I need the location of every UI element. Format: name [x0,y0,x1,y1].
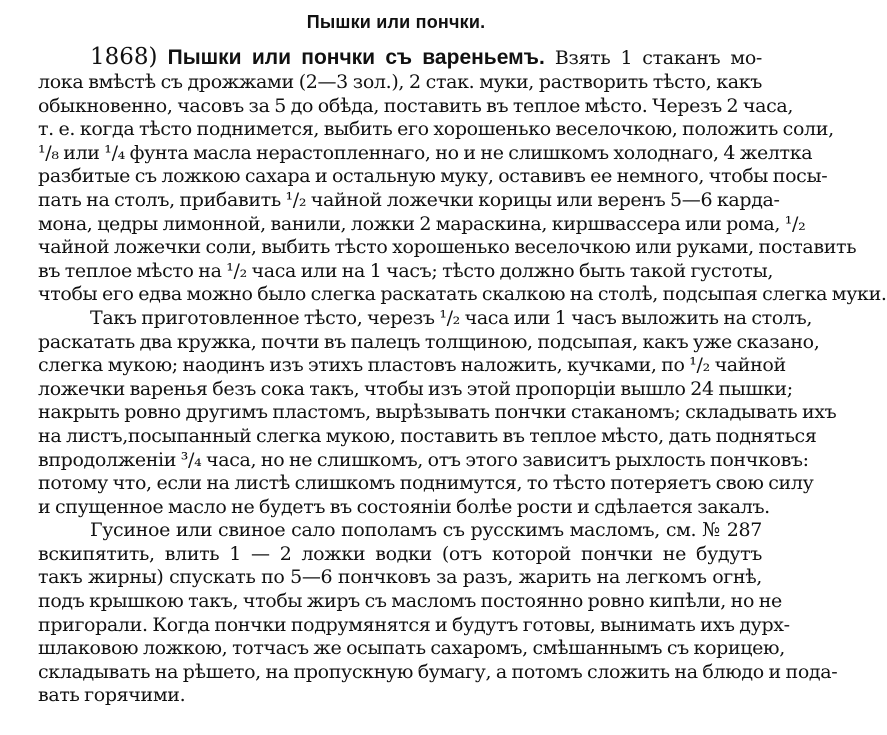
text-line: подъ крышкою такъ, чтобы жиръ съ масломъ постоянно ровно кипѣли, но не [38,590,782,613]
text-line: чайной ложечки соли, выбить тѣсто хорошенько веселочкою или руками, поставить [38,236,857,259]
text-line: обыкновенно, часовъ за 5 до обѣда, поставить въ теплое мѣсто. Черезъ 2 часа, [38,94,794,117]
text-line: раскатать два кружка, почти въ палецъ толщиною, подсыпая, какъ уже сказано, [38,330,820,353]
text-line: пать на столъ, прибавить ¹/₂ чайной ложечки корицы или веренъ 5—6 кардa- [38,188,780,211]
page-running-head: Пышки или пончки. [306,12,486,32]
text-line: вать горячими. [38,684,186,707]
text-line: чтобы его едва можно было слегка раскатать скалкою на столѣ, подсыпая слегка муки. [38,283,887,306]
text-line: вскипятить, влить 1 — 2 ложки водки (отъ которой пончки не будутъ [38,542,762,565]
text-line: Гусиное или свиное сало пополамъ съ русскимъ масломъ, см. № 287 [90,519,762,542]
text-line: на листъ,посыпанный слегка мукою, поставить въ теплое мѣсто, дать подняться [38,424,817,447]
text-line: разбитые съ ложкою сахара и остальную муку, оставивъ ее немного, чтобы посы- [38,165,828,188]
text-line: впродолженіи ³/₄ часа, но не слишкомъ, отъ этого зависитъ рыхлость пончковъ: [38,448,809,471]
text-line: т. е. когда тѣсто поднимется, выбить его хорошенько веселочкою, положить соли, [38,118,834,141]
text-line: ¹/₈ или ¹/₄ фунта масла нерастопленнаго, но и не слишкомъ холоднаго, 4 желтка [38,141,813,164]
recipe-heading-line [38,44,762,71]
text-line: Взять 1 стаканъ мо- [554,47,762,69]
text-line: Такъ приготовленное тѣсто, черезъ ¹/₂ часа или 1 часъ выложить на столъ, [90,306,813,329]
text-line: въ теплое мѣсто на ¹/₂ часа или на 1 часъ; тѣсто должно быть такой густоты, [38,259,774,282]
recipe-number: 1868) [90,44,158,70]
text-line: слегка мукою; наодинъ изъ этихъ пластовъ наложить, кучками, по ¹/₂ чайной [38,354,786,377]
text-line: ложечки варенья безъ сока такъ, чтобы изъ этой пропорціи вышло 24 пышки; [38,377,793,400]
text-line: такъ жирны) спускать по 5—6 пончковъ за разъ, жарить на легкомъ огнѣ, [38,566,762,589]
recipe-title: Пышки или пончки съ вареньемъ. [167,46,545,69]
recipe-text [38,44,887,708]
text-line: мона, цедры лимонной, ванили, ложки 2 мараскина, киршвассера или рома, ¹/₂ [38,212,806,235]
text-line: накрыть ровно другимъ пластомъ, вырѣзывать пончки стаканомъ; складывать ихъ [38,401,837,424]
text-line: складывать на рѣшето, на пропускную бумагу, а потомъ сложить на блюдо и пода- [38,660,838,683]
text-line: лока вмѣстѣ съ дрожжами (2—3 зол.), 2 стак. муки, растворить тѣсто, какъ [38,71,762,93]
text-line: и спущенное масло не будетъ въ состояніи болѣе рости и сдѣлается закалъ. [38,495,770,518]
text-line: потому что, если на листѣ слишкомъ поднимутся, то тѣсто потеряетъ свою силу [38,472,814,495]
text-line: пригорали. Когда пончки подрумянятся и будутъ готовы, вынимать ихъ дурх- [38,613,790,636]
text-line: шлаковою ложкою, тотчасъ же осыпать сахаромъ, смѣшаннымъ съ корицею, [38,637,785,660]
